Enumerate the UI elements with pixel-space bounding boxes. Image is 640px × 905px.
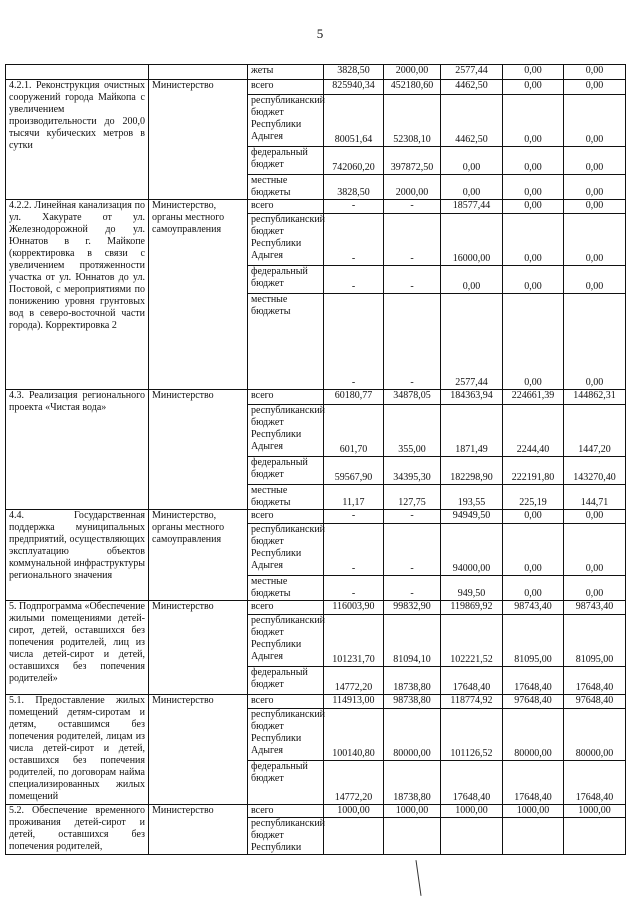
amount-cell: 14772,20	[324, 761, 384, 805]
amount-cell: 2577,44	[441, 65, 503, 80]
amount-cell: 397872,50	[384, 147, 441, 175]
amount-cell: 80000,00	[503, 709, 564, 761]
amount-cell: 0,00	[564, 95, 626, 147]
funding-source: местные бюджеты	[248, 576, 324, 601]
amount-cell: 1000,00	[324, 805, 384, 818]
amount-cell: 4462,50	[441, 95, 503, 147]
amount-cell: 0,00	[564, 524, 626, 576]
funding-source: федеральный бюджет	[248, 457, 324, 485]
funding-source: всего	[248, 390, 324, 405]
amount-cell: 452180,60	[384, 80, 441, 95]
amount-cell: 114913,00	[324, 695, 384, 709]
funding-source: федеральный бюджет	[248, 761, 324, 805]
amount-cell: 222191,80	[503, 457, 564, 485]
amount-cell: 18577,44	[441, 200, 503, 214]
amount-cell: 81095,00	[564, 615, 626, 667]
amount-cell: -	[384, 294, 441, 390]
amount-cell: 0,00	[503, 524, 564, 576]
amount-cell: 59567,90	[324, 457, 384, 485]
funding-source: жеты	[248, 65, 324, 80]
amount-cell: 0,00	[564, 510, 626, 524]
funding-source: республиканский бюджет Республики Адыгея	[248, 615, 324, 667]
funding-source: всего	[248, 80, 324, 95]
funding-source: местные бюджеты	[248, 485, 324, 510]
amount-cell	[564, 818, 626, 855]
amount-cell	[324, 818, 384, 855]
table-row	[6, 390, 626, 405]
amount-cell: -	[324, 200, 384, 214]
amount-cell: -	[384, 510, 441, 524]
amount-cell: 0,00	[564, 147, 626, 175]
amount-cell: 1000,00	[564, 805, 626, 818]
amount-cell	[441, 818, 503, 855]
table-row	[6, 200, 626, 214]
amount-cell: -	[384, 576, 441, 601]
amount-cell: 355,00	[384, 405, 441, 457]
amount-cell: 14772,20	[324, 667, 384, 695]
amount-cell: 17648,40	[441, 667, 503, 695]
amount-cell: 144862,31	[564, 390, 626, 405]
amount-cell: 2577,44	[441, 294, 503, 390]
amount-cell: 97648,40	[564, 695, 626, 709]
amount-cell: 0,00	[503, 147, 564, 175]
amount-cell: 16000,00	[441, 214, 503, 266]
amount-cell: 18738,80	[384, 761, 441, 805]
executor: Министерство	[149, 390, 248, 510]
amount-cell: 34395,30	[384, 457, 441, 485]
amount-cell: 2000,00	[384, 65, 441, 80]
amount-cell: 0,00	[564, 175, 626, 200]
amount-cell: 143270,40	[564, 457, 626, 485]
amount-cell: 98743,40	[564, 601, 626, 615]
amount-cell: 102221,52	[441, 615, 503, 667]
funding-source: всего	[248, 601, 324, 615]
activity-name: 5.2. Обеспечение временного проживания детей-сирот и детей, оставшихся без попечения родителей,	[6, 805, 149, 855]
funding-source: республиканский бюджет Республики Адыгея	[248, 214, 324, 266]
activity-name: 4.2.1. Реконструкция очистных сооружений города Майкопа с увеличением производительности до 200,0 тысячи кубических метров в сутки	[6, 80, 149, 200]
amount-cell: 99832,90	[384, 601, 441, 615]
amount-cell: 0,00	[503, 65, 564, 80]
amount-cell: 0,00	[564, 214, 626, 266]
amount-cell: 1000,00	[503, 805, 564, 818]
amount-cell: 127,75	[384, 485, 441, 510]
funding-source: местные бюджеты	[248, 175, 324, 200]
table-row	[6, 510, 626, 524]
activity-name: 5. Подпрограмма «Обеспечение жилыми помещениями детей-сирот, детей, оставшихся без попечения родителей, лиц из числа детей-сирот и детей, оставшихся без попечения родителей»	[6, 601, 149, 695]
amount-cell: 601,70	[324, 405, 384, 457]
amount-cell: 17648,40	[564, 667, 626, 695]
amount-cell: 0,00	[503, 175, 564, 200]
amount-cell: 0,00	[564, 80, 626, 95]
funding-source: всего	[248, 695, 324, 709]
amount-cell: 742060,20	[324, 147, 384, 175]
amount-cell: -	[384, 524, 441, 576]
table-row	[6, 695, 626, 709]
amount-cell: 118774,92	[441, 695, 503, 709]
amount-cell: 0,00	[503, 576, 564, 601]
amount-cell: 193,55	[441, 485, 503, 510]
amount-cell: 825940,34	[324, 80, 384, 95]
amount-cell: 17648,40	[503, 667, 564, 695]
amount-cell	[384, 818, 441, 855]
amount-cell: 0,00	[564, 65, 626, 80]
amount-cell: -	[384, 214, 441, 266]
amount-cell: 0,00	[564, 576, 626, 601]
amount-cell: 94000,00	[441, 524, 503, 576]
amount-cell: 0,00	[441, 147, 503, 175]
amount-cell: 1447,20	[564, 405, 626, 457]
amount-cell: 94949,50	[441, 510, 503, 524]
amount-cell: 17648,40	[564, 761, 626, 805]
amount-cell: 1871,49	[441, 405, 503, 457]
amount-cell: 0,00	[503, 80, 564, 95]
amount-cell: 0,00	[564, 294, 626, 390]
activity-name: 4.3. Реализация регионального проекта «Чистая вода»	[6, 390, 149, 510]
amount-cell: 98738,80	[384, 695, 441, 709]
pen-mark	[415, 860, 421, 896]
amount-cell: 225,19	[503, 485, 564, 510]
amount-cell: 81095,00	[503, 615, 564, 667]
amount-cell: 0,00	[564, 200, 626, 214]
amount-cell: 144,71	[564, 485, 626, 510]
funding-source: республиканский бюджет Республики	[248, 818, 324, 855]
funding-source: всего	[248, 805, 324, 818]
amount-cell: 80051,64	[324, 95, 384, 147]
amount-cell: 2000,00	[384, 175, 441, 200]
amount-cell: 0,00	[503, 95, 564, 147]
amount-cell: -	[324, 576, 384, 601]
amount-cell: -	[384, 200, 441, 214]
funding-source: всего	[248, 200, 324, 214]
amount-cell: 0,00	[503, 294, 564, 390]
table-row	[6, 80, 626, 95]
amount-cell: -	[324, 266, 384, 294]
executor: Министерство	[149, 805, 248, 855]
executor	[149, 65, 248, 80]
amount-cell: 18738,80	[384, 667, 441, 695]
amount-cell: 119869,92	[441, 601, 503, 615]
amount-cell: 0,00	[503, 214, 564, 266]
amount-cell: 52308,10	[384, 95, 441, 147]
amount-cell: 4462,50	[441, 80, 503, 95]
activity-name	[6, 65, 149, 80]
amount-cell: 116003,90	[324, 601, 384, 615]
activity-name: 4.4. Государственная поддержка муниципальных предприятий, осуществляющих эксплуатацию объектов коммунальной инфраструктуры регионального значения	[6, 510, 149, 601]
amount-cell: 3828,50	[324, 175, 384, 200]
funding-source: республиканский бюджет Республики Адыгея	[248, 405, 324, 457]
amount-cell: 182298,90	[441, 457, 503, 485]
amount-cell: 2244,40	[503, 405, 564, 457]
activity-name: 5.1. Предоставление жилых помещений детям-сиротам и детям, оставшимся без попечения родителей, лицам из числа детей-сирот и детей, оставшихся без попечения родителей, по договорам найма специализированных жилых помещений	[6, 695, 149, 805]
amount-cell: 17648,40	[503, 761, 564, 805]
amount-cell: 0,00	[564, 266, 626, 294]
budget-table	[5, 64, 626, 855]
amount-cell: 17648,40	[441, 761, 503, 805]
executor: Министерство	[149, 695, 248, 805]
executor: Министерство	[149, 80, 248, 200]
amount-cell: 97648,40	[503, 695, 564, 709]
executor: Министерство	[149, 601, 248, 695]
table-row	[6, 805, 626, 818]
amount-cell: 949,50	[441, 576, 503, 601]
executor: Министерство, органы местного самоуправления	[149, 200, 248, 390]
funding-source: федеральный бюджет	[248, 147, 324, 175]
amount-cell: 34878,05	[384, 390, 441, 405]
table-row	[6, 65, 626, 80]
amount-cell: 101126,52	[441, 709, 503, 761]
funding-source: республиканский бюджет Республики Адыгея	[248, 95, 324, 147]
amount-cell: -	[324, 510, 384, 524]
amount-cell: 80000,00	[384, 709, 441, 761]
funding-source: республиканский бюджет Республики Адыгея	[248, 524, 324, 576]
amount-cell: 101231,70	[324, 615, 384, 667]
amount-cell: 80000,00	[564, 709, 626, 761]
amount-cell: 81094,10	[384, 615, 441, 667]
amount-cell: -	[324, 294, 384, 390]
amount-cell	[503, 818, 564, 855]
amount-cell: 0,00	[503, 266, 564, 294]
funding-source: федеральный бюджет	[248, 667, 324, 695]
amount-cell: 184363,94	[441, 390, 503, 405]
amount-cell: 0,00	[503, 200, 564, 214]
amount-cell: 100140,80	[324, 709, 384, 761]
amount-cell: 0,00	[441, 175, 503, 200]
amount-cell: 1000,00	[441, 805, 503, 818]
page-number: 5	[316, 26, 324, 41]
amount-cell: -	[324, 524, 384, 576]
amount-cell: -	[384, 266, 441, 294]
funding-source: местные бюджеты	[248, 294, 324, 390]
funding-source: федеральный бюджет	[248, 266, 324, 294]
amount-cell: 0,00	[503, 510, 564, 524]
table-row	[6, 601, 626, 615]
executor: Министерство, органы местного самоуправления	[149, 510, 248, 601]
amount-cell: 11,17	[324, 485, 384, 510]
amount-cell: 60180,77	[324, 390, 384, 405]
amount-cell: 224661,39	[503, 390, 564, 405]
amount-cell: 0,00	[441, 266, 503, 294]
amount-cell: 1000,00	[384, 805, 441, 818]
amount-cell: 3828,50	[324, 65, 384, 80]
activity-name: 4.2.2. Линейная канализация по ул. Хакурате от ул. Железнодорожной до ул. Юннатов в г. Майкопе (корректировка в связи с увеличением протяженности участка от ул. Юннатов до ул. Постовой, с мероприятиями по понижению уровня грунтовых вод в северо-восточной части города). Корректировка 2	[6, 200, 149, 390]
funding-source: всего	[248, 510, 324, 524]
funding-source: республиканский бюджет Республики Адыгея	[248, 709, 324, 761]
amount-cell: 98743,40	[503, 601, 564, 615]
amount-cell: -	[324, 214, 384, 266]
